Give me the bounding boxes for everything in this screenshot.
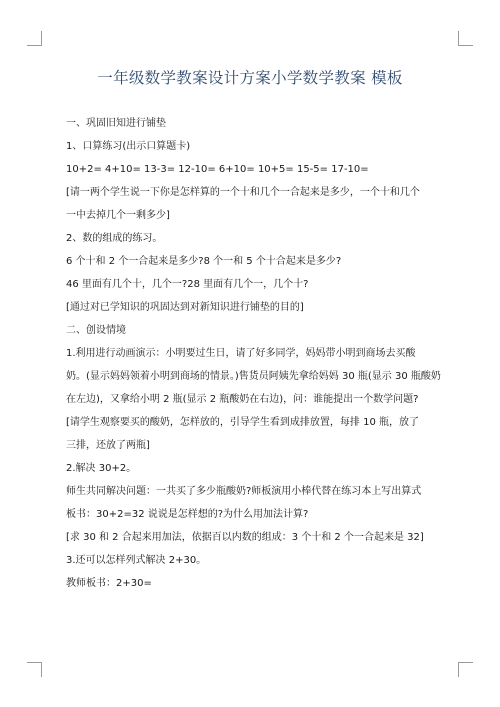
crop-mark-bottom-left [27,662,42,677]
section-heading-scenario: 二、创设情境 [66,325,126,336]
subheading-composition: 2、数的组成的练习。 [66,233,163,244]
subheading-mental-math: 1、口算练习(出示口算题卡) [66,141,191,152]
crop-mark-top-left [27,31,42,46]
step-solve-30-plus-2: 2.解决 30+2。 [66,463,137,474]
scenario-line-3: 在左边)，又拿给小明 2 瓶(显示 2 瓶酸奶在右边)，问：谁能提出一个数学问题? [66,394,419,405]
observation-note-1: [请学生观察要买的酸奶，怎样放的，引导学生看到成排放置，每排 10 瓶，放了 [66,417,419,428]
scenario-line-2: 奶。(显示妈妈领着小明到商场的情景。)售货员阿姨先拿给妈妈 30 瓶(显示 30 瓶酸奶 [66,371,441,382]
crop-mark-bottom-right [458,662,473,677]
note-line-2: 一中去掉几个一剩多少] [66,210,170,221]
solve-line-2: 板书：30+2=32 说说是怎样想的?为什么用加法计算? [66,509,309,520]
section-heading-review: 一、巩固旧知进行铺垫 [66,118,166,129]
crop-mark-top-right [458,31,473,46]
solve-note: [求 30 和 2 合起来用加法，依据百以内数的组成：3 个十和 2 个一合起来是 32] [66,532,424,543]
observation-note-2: 三排，还放了两瓶] [66,440,150,451]
board-writing: 教师板书：2+30= [66,578,152,589]
step-alternative: 3.还可以怎样列式解决 2+30。 [66,555,207,566]
document-body [66,112,444,595]
composition-question-1: 6 个十和 2 个一合起来是多少?8 个一和 5 个十合起来是多少? [66,256,342,267]
document-title: 一年级数学教案设计方案小学数学教案 模板 [97,69,403,87]
math-problems-line: 10+2= 4+10= 13-3= 12-10= 6+10= 10+5= 15-5= 17-10= [66,164,369,175]
note-line-1: [请一两个学生说一下你是怎样算的一个十和几个一合起来是多少，一个十和几个 [66,187,420,198]
solve-line-1: 师生共同解决问题：一共买了多少瓶酸奶?师板演用小棒代替在练习本上写出算式 [66,486,422,497]
composition-question-2: 46 里面有几个十，几个一?28 里面有几个一，几个十? [66,279,309,290]
scenario-line-1: 1.利用进行动画演示：小明要过生日，请了好多同学，妈妈带小明到商场去买酸 [66,348,416,359]
note-purpose: [通过对已学知识的巩固达到对新知识进行铺垫的目的] [66,302,304,313]
